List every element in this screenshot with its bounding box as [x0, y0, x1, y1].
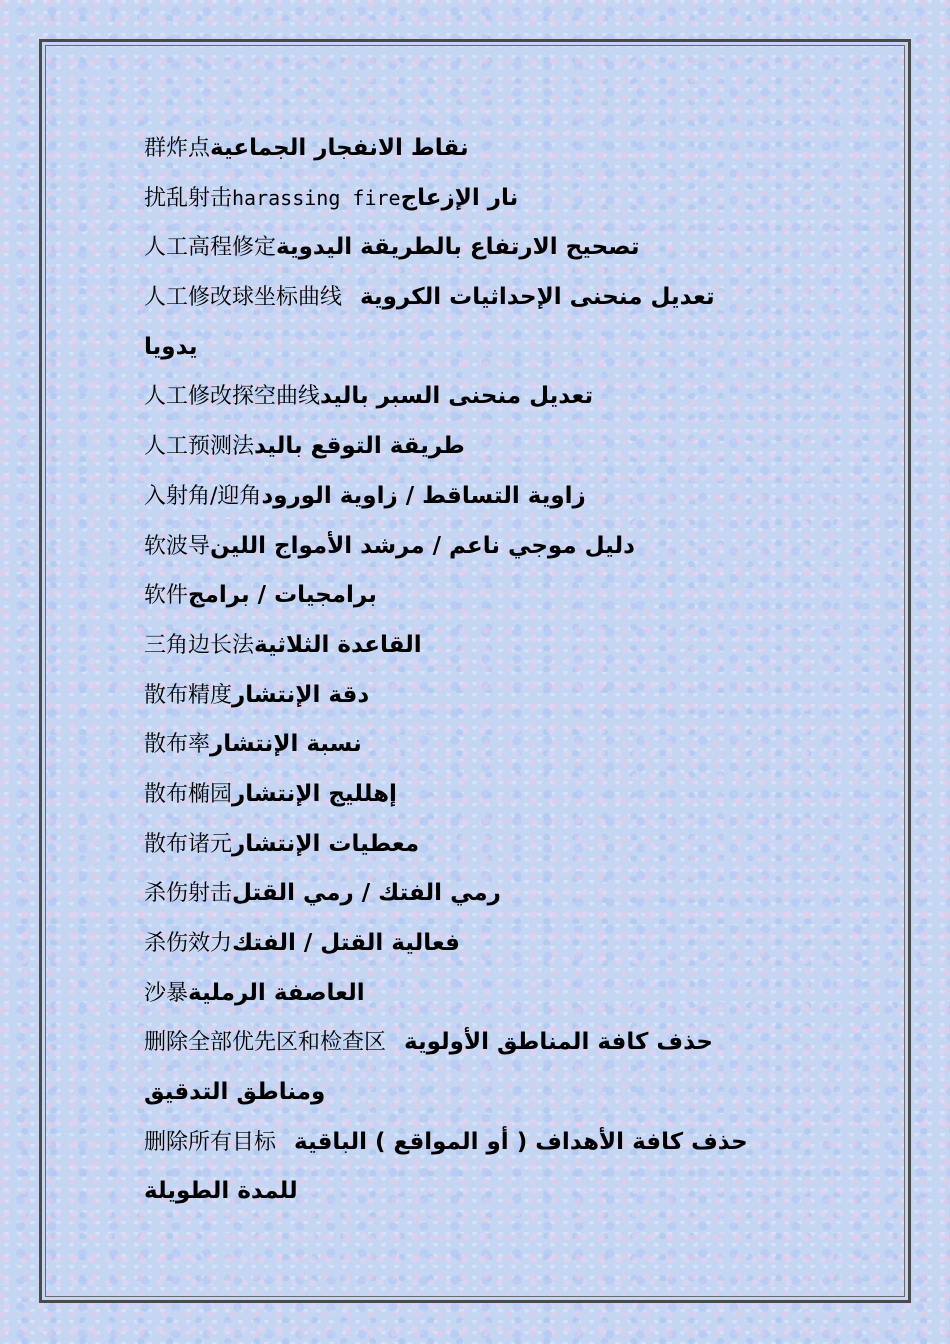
chinese-term: 群炸点: [144, 136, 211, 161]
glossary-entry: [144, 720, 824, 770]
arabic-term: طريقة التوقع باليد: [254, 433, 465, 460]
arabic-term: حذف كافة الأهداف ( أو المواقع ) الباقية: [294, 1128, 748, 1155]
arabic-term-continuation: للمدة الطويلة: [144, 1178, 298, 1205]
chinese-term: 入射角/迎角: [144, 483, 262, 509]
chinese-term: 人工修改探空曲线: [144, 384, 321, 410]
glossary-entry: [144, 869, 824, 919]
arabic-term-continuation: يدويا: [144, 333, 198, 360]
glossary-entry: [144, 571, 824, 621]
arabic-term: العاصفة الرملية: [188, 979, 365, 1006]
glossary-list: [144, 124, 824, 1217]
arabic-term: تعديل منحنى السبر باليد: [320, 383, 594, 410]
glossary-entry: [144, 969, 824, 1019]
glossary-entry: [144, 422, 824, 472]
arabic-term: تصحيح الارتفاع بالطريقة اليدوية: [276, 234, 640, 261]
glossary-entry: [144, 1118, 824, 1168]
arabic-term: فعالية القتل / الفتك: [232, 930, 460, 956]
arabic-term: القاعدة الثلاثية: [254, 631, 422, 658]
chinese-term: 沙暴: [144, 980, 189, 1006]
chinese-term: 散布椭园: [144, 781, 233, 807]
glossary-entry: [144, 919, 824, 969]
glossary-entry: [144, 820, 824, 870]
arabic-term: نسبة الإنتشار: [210, 731, 362, 758]
chinese-term: 三角边长法: [144, 632, 255, 658]
glossary-entry: [144, 1018, 824, 1068]
chinese-term: 删除全部优先区和检查区: [144, 1030, 387, 1056]
arabic-term: معطيات الإنتشار: [232, 830, 420, 857]
chinese-term: 散布率: [144, 732, 211, 758]
chinese-term: 人工高程修定: [144, 235, 277, 261]
arabic-term: نقاط الانفجار الجماعية: [210, 135, 469, 161]
arabic-term: حذف كافة المناطق الأولوية: [404, 1029, 713, 1056]
glossary-entry: [144, 621, 824, 671]
chinese-term: 人工预测法: [144, 434, 255, 460]
glossary-entry-continuation: [144, 323, 824, 373]
arabic-term: تعديل منحنى الإحداثيات الكروية: [360, 284, 715, 311]
chinese-term: 软件: [144, 583, 189, 609]
glossary-entry: [144, 273, 824, 323]
glossary-entry-continuation: [144, 1068, 824, 1118]
glossary-entry: [144, 671, 824, 721]
arabic-term: نار الإزعاج: [400, 184, 519, 211]
chinese-term: 扰乱射击: [144, 185, 233, 211]
arabic-term-continuation: ومناطق التدقيق: [144, 1079, 326, 1106]
chinese-term: 杀伤射击: [144, 881, 233, 907]
chinese-term: 删除所有目标: [144, 1129, 277, 1155]
chinese-term: 杀伤效力: [144, 931, 233, 956]
arabic-term: زاوية التساقط / زاوية الورود: [261, 482, 586, 509]
chinese-term: 人工修改球坐标曲线: [144, 285, 343, 311]
chinese-term: 散布精度: [144, 682, 233, 708]
arabic-term: دليل موجي ناعم / مرشد الأمواج اللين: [210, 532, 635, 559]
glossary-entry-continuation: [144, 1167, 824, 1217]
arabic-term: إهلليج الإنتشار: [232, 780, 397, 807]
glossary-entry: [144, 770, 824, 820]
chinese-term: 软波导: [144, 533, 211, 559]
arabic-term: رمي الفتك / رمي القتل: [232, 880, 501, 907]
glossary-entry: [144, 522, 824, 572]
glossary-entry: [144, 372, 824, 422]
arabic-term: برامجيات / برامج: [188, 582, 377, 609]
glossary-entry: [144, 174, 824, 224]
chinese-term: 散布诸元: [144, 831, 233, 857]
glossary-entry: [144, 223, 824, 273]
arabic-term: دقة الإنتشار: [232, 681, 370, 708]
english-term: harassing fire: [232, 185, 401, 210]
glossary-entry: [144, 472, 824, 522]
glossary-entry: [144, 124, 824, 174]
